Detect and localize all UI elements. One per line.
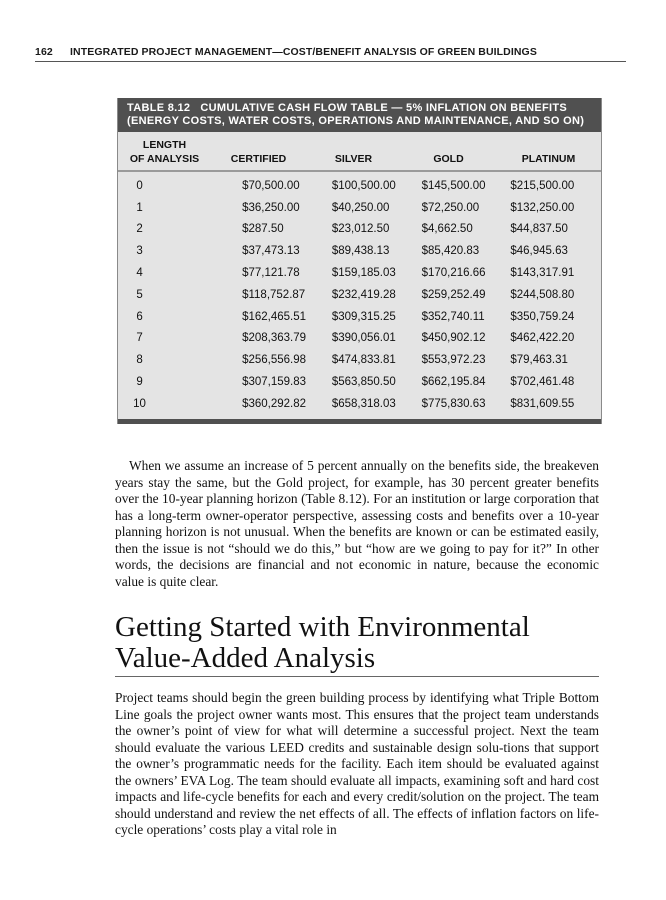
cell-silver: $159,185.03 (331, 267, 396, 280)
cell-certified: $162,465.51 (242, 310, 307, 323)
cell-silver: $563,850.50 (331, 376, 396, 389)
table-caption (118, 98, 601, 132)
cell-gold: $72,250.00 (421, 201, 480, 214)
page-number: 162 (35, 46, 53, 58)
cell-platinum: $44,837.50 (510, 223, 568, 236)
cell-silver: $100,500.00 (331, 179, 396, 192)
cell-certified: $208,363.79 (242, 332, 307, 345)
cell-gold: $352,740.11 (421, 310, 485, 323)
cell-silver: $23,012.50 (331, 223, 390, 236)
cell-certified: $36,250.00 (242, 201, 300, 214)
cell-gold: $775,830.63 (421, 397, 486, 410)
cell-platinum: $350,759.24 (510, 310, 575, 323)
cell-year: 7 (136, 332, 143, 345)
cell-platinum: $215,500.00 (510, 179, 575, 192)
cell-year: 8 (136, 354, 143, 367)
cell-platinum: $143,317.91 (510, 267, 575, 280)
table-row (118, 328, 601, 350)
cell-gold: $450,902.12 (421, 332, 486, 345)
table-row (118, 284, 601, 306)
cell-year: 5 (136, 288, 143, 301)
cell-certified: $360,292.82 (242, 397, 307, 410)
cell-certified: $287.50 (242, 223, 284, 236)
cell-gold: $170,216.66 (421, 267, 486, 280)
cell-platinum: $46,945.63 (510, 245, 568, 258)
table-body (118, 172, 601, 419)
table-caption-line2: (ENERGY COSTS, WATER COSTS, OPERATIONS AND MAINTENANCE, AND SO ON) (127, 115, 585, 127)
cell-platinum: $831,609.55 (510, 397, 575, 410)
cell-silver: $232,419.28 (331, 288, 396, 301)
cell-platinum: $132,250.00 (510, 201, 575, 214)
cell-year: 10 (133, 397, 146, 410)
col-platinum: PLATINUM (521, 153, 576, 165)
cash-flow-table (117, 98, 602, 424)
cell-silver: $390,056.01 (331, 332, 396, 345)
col-gold: GOLD (433, 153, 464, 165)
cell-gold: $662,195.84 (421, 376, 486, 389)
body-paragraph-2: Project teams should begin the green building process by identifying what Triple Bottom Line goals the project owner wants most. This ensures that the project team understands the owner’s point of view for what will determine a successful project. Next the team should evaluate the various LEED credits and sustainable design solu-tions that support the owner’s programmatic needs for the facility. Each item should be evaluated against the owners’ EVA Log. The team should evaluate all impacts, examining soft and hard cost impacts and life-cycle benefits for each and every credit/solution on the project. The team should understand and review the net effects of all. The effects of inflation factors on life-cycle operations’ costs play a vital role in (115, 690, 599, 837)
cell-year: 6 (136, 310, 143, 323)
cell-certified: $77,121.78 (242, 267, 300, 280)
cell-certified: $307,159.83 (242, 376, 307, 389)
table-bottom-rule (118, 419, 601, 424)
table-row (118, 306, 601, 328)
cell-gold: $145,500.00 (421, 179, 486, 192)
cell-gold: $259,252.49 (421, 288, 486, 301)
col-silver: SILVER (334, 153, 373, 165)
cell-silver: $309,315.25 (331, 310, 396, 323)
table-row (118, 371, 601, 393)
cell-gold: $85,420.83 (421, 245, 480, 258)
body-paragraph-1: When we assume an increase of 5 percent annually on the benefits side, the breakeven years stay the same, but the Gold project, for example, has 30 percent greater benefits over the 10-year planning horizon (Table 8.12). For an institution or large corporation that has a long-term owner-operator perspective, assessing costs and benefits over a 10-year planning horizon is not unusual. When the benefits are known or can be estimated easily, then the issue is not “should we do this,” but “how are we going to pay for it?” In other words, the decisions are financial and not economic in nature, because the economic value is quite clear. (115, 458, 599, 589)
cell-year: 4 (136, 267, 143, 280)
cell-certified: $70,500.00 (242, 179, 300, 192)
cell-year: 3 (136, 245, 143, 258)
table-row (118, 349, 601, 371)
table-row (118, 262, 601, 284)
col-length-line1: LENGTH (142, 139, 187, 151)
cell-year: 1 (136, 201, 143, 214)
table-caption-line1: TABLE 8.12 CUMULATIVE CASH FLOW TABLE — 5% INFLATION ON BENEFITS (127, 102, 568, 114)
running-head (35, 46, 626, 62)
cell-certified: $37,473.13 (242, 245, 300, 258)
col-length-line2: OF ANALYSIS (129, 153, 200, 165)
table-row (118, 219, 601, 241)
cell-year: 0 (136, 179, 143, 192)
cell-silver: $474,833.81 (331, 354, 396, 367)
cell-silver: $658,318.03 (331, 397, 396, 410)
cell-gold: $4,662.50 (421, 223, 473, 236)
cell-silver: $40,250.00 (331, 201, 390, 214)
table-row (118, 240, 601, 262)
cell-gold: $553,972.23 (421, 354, 486, 367)
col-length-of-analysis (118, 138, 211, 170)
cell-silver: $89,438.13 (331, 245, 390, 258)
cell-year: 9 (136, 376, 143, 389)
cell-year: 2 (136, 223, 143, 236)
table-row (118, 393, 601, 415)
table-row (118, 197, 601, 219)
cell-certified: $118,752.87 (242, 288, 306, 301)
running-head-title: INTEGRATED PROJECT MANAGEMENT—COST/BENEFIT ANALYSIS OF GREEN BUILDINGS (70, 46, 537, 58)
table-header-row (118, 132, 601, 172)
cell-certified: $256,556.98 (242, 354, 307, 367)
cell-platinum: $79,463.31 (510, 354, 568, 367)
cell-platinum: $462,422.20 (510, 332, 575, 345)
section-heading: Getting Started with Environmental Value-Added Analysis (115, 612, 599, 677)
cell-platinum: $244,508.80 (510, 288, 575, 301)
cell-platinum: $702,461.48 (510, 376, 575, 389)
table-row (118, 175, 601, 197)
col-certified: CERTIFIED (230, 153, 287, 165)
